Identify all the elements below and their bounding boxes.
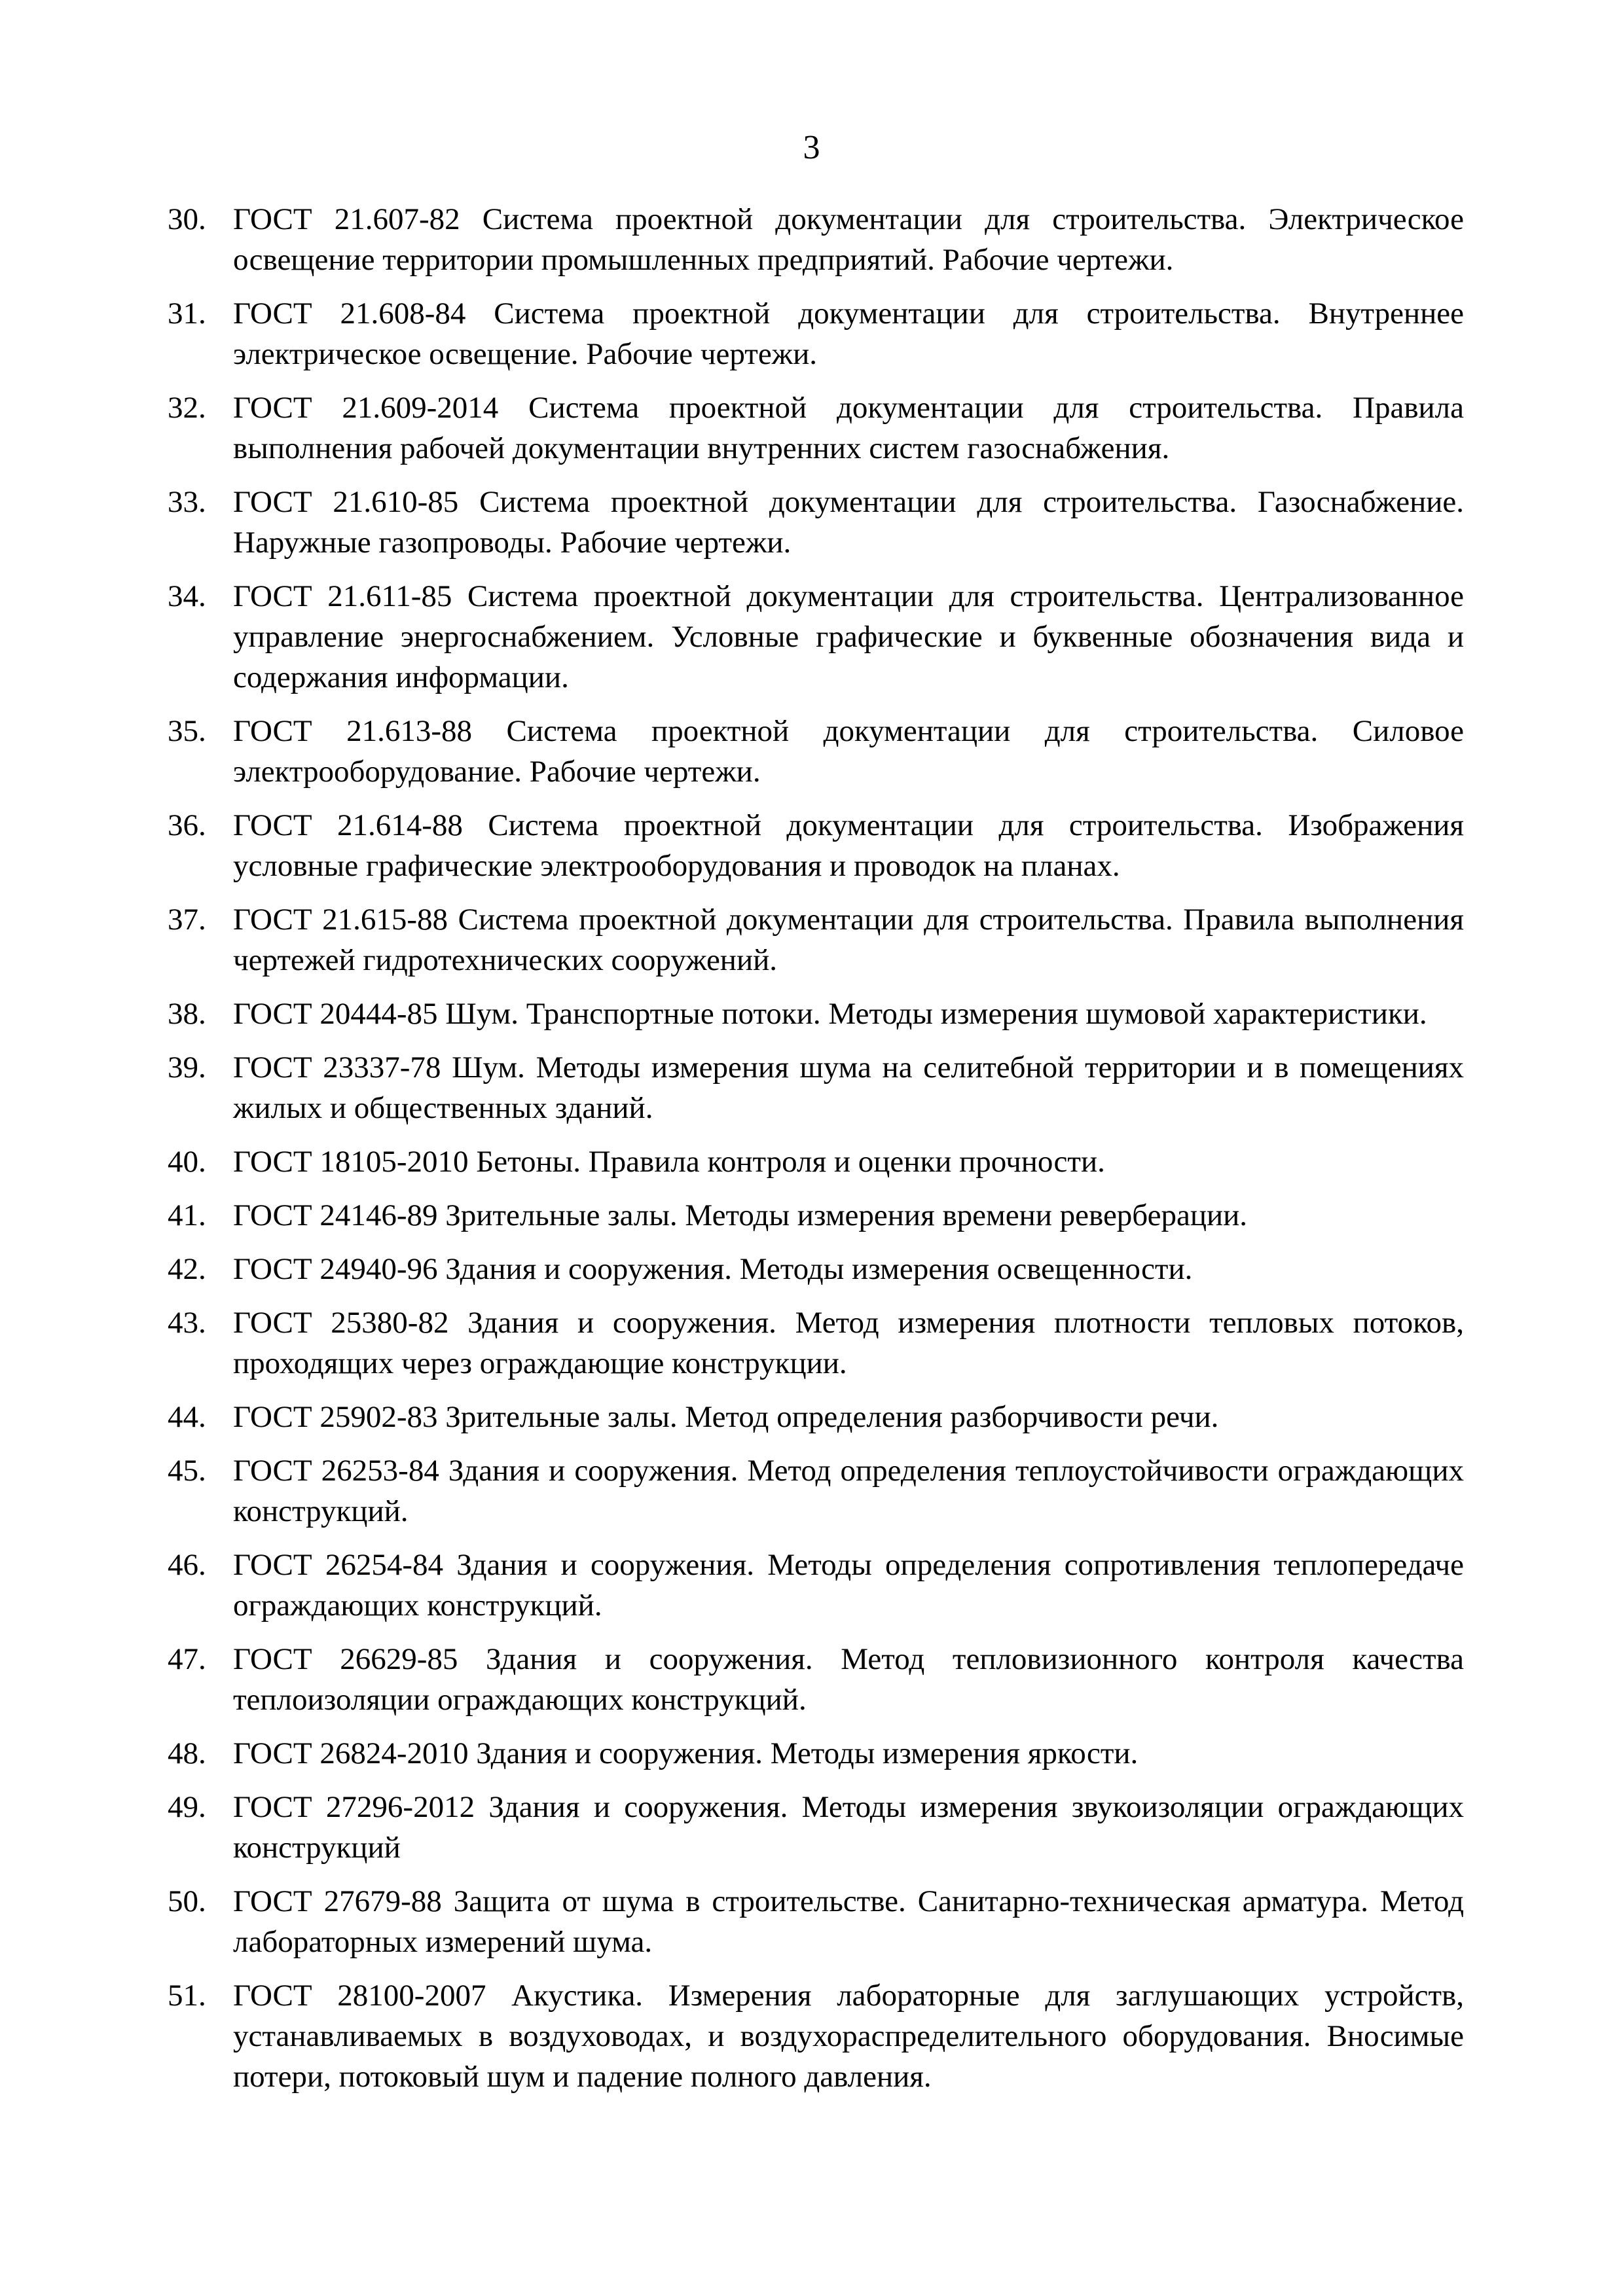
reference-number: 36. xyxy=(168,808,206,842)
reference-number: 44. xyxy=(168,1400,206,1434)
reference-number: 31. xyxy=(168,296,206,331)
reference-list xyxy=(168,199,1464,2110)
reference-item xyxy=(168,1975,1464,2097)
reference-item xyxy=(168,1141,1464,1182)
reference-item xyxy=(168,1397,1464,1437)
page-number: 3 xyxy=(803,129,820,166)
reference-item xyxy=(168,994,1464,1034)
reference-item xyxy=(168,1881,1464,1962)
reference-text: ГОСТ 21.607-82 Система проектной документации для строительства. Электрическое освещение территории промышленных предприятий. Рабочие чертежи. xyxy=(233,202,1464,277)
reference-item xyxy=(168,1450,1464,1532)
reference-number: 48. xyxy=(168,1736,206,1770)
reference-text: ГОСТ 26824-2010 Здания и сооружения. Методы измерения яркости. xyxy=(233,1736,1139,1770)
reference-text: ГОСТ 26253-84 Здания и сооружения. Метод определения теплоустойчивости ограждающих конструкций. xyxy=(233,1454,1464,1528)
reference-number: 34. xyxy=(168,579,206,613)
reference-item xyxy=(168,576,1464,698)
reference-item xyxy=(168,1047,1464,1128)
reference-item xyxy=(168,387,1464,469)
reference-text: ГОСТ 24146-89 Зрительные залы. Методы измерения времени реверберации. xyxy=(233,1198,1248,1232)
reference-number: 45. xyxy=(168,1454,206,1488)
reference-item xyxy=(168,1787,1464,1868)
reference-text: ГОСТ 21.611-85 Система проектной документации для строительства. Централизованное управление энергоснабжением. Условные графические и буквенные обозначения вида и содержания информации. xyxy=(233,579,1464,694)
reference-item xyxy=(168,1545,1464,1626)
reference-item xyxy=(168,1302,1464,1384)
reference-number: 32. xyxy=(168,391,206,425)
reference-number: 51. xyxy=(168,1979,206,2013)
reference-number: 42. xyxy=(168,1252,206,1286)
reference-text: ГОСТ 21.608-84 Система проектной документации для строительства. Внутреннее электрическое освещение. Рабочие чертежи. xyxy=(233,296,1464,371)
reference-number: 38. xyxy=(168,997,206,1031)
reference-text: ГОСТ 20444-85 Шум. Транспортные потоки. Методы измерения шумовой характеристики. xyxy=(233,997,1427,1031)
reference-number: 41. xyxy=(168,1198,206,1232)
reference-text: ГОСТ 26254-84 Здания и сооружения. Методы определения сопротивления теплопередаче ограждающих конструкций. xyxy=(233,1548,1464,1623)
reference-text: ГОСТ 26629-85 Здания и сооружения. Метод тепловизионного контроля качества теплоизоляции ограждающих конструкций. xyxy=(233,1642,1464,1717)
reference-item xyxy=(168,482,1464,563)
reference-text: ГОСТ 21.614-88 Система проектной документации для строительства. Изображения условные графические электрооборудования и проводок на планах. xyxy=(233,808,1464,883)
reference-number: 35. xyxy=(168,714,206,748)
reference-text: ГОСТ 18105-2010 Бетоны. Правила контроля и оценки прочности. xyxy=(233,1145,1105,1179)
reference-text: ГОСТ 21.615-88 Система проектной документации для строительства. Правила выполнения чертежей гидротехнических сооружений. xyxy=(233,903,1464,977)
reference-text: ГОСТ 21.613-88 Система проектной документации для строительства. Силовое электрооборудование. Рабочие чертежи. xyxy=(233,714,1464,789)
reference-number: 37. xyxy=(168,903,206,937)
reference-text: ГОСТ 27679-88 Защита от шума в строительстве. Санитарно-техническая арматура. Метод лабораторных измерений шума. xyxy=(233,1884,1464,1959)
reference-number: 47. xyxy=(168,1642,206,1676)
reference-item xyxy=(168,1733,1464,1774)
reference-item xyxy=(168,293,1464,374)
reference-number: 46. xyxy=(168,1548,206,1582)
reference-item xyxy=(168,199,1464,280)
reference-item xyxy=(168,899,1464,980)
reference-text: ГОСТ 25380-82 Здания и сооружения. Метод измерения плотности тепловых потоков, проходящих через ограждающие конструкции. xyxy=(233,1306,1464,1380)
reference-item xyxy=(168,805,1464,886)
reference-number: 40. xyxy=(168,1145,206,1179)
reference-number: 43. xyxy=(168,1306,206,1340)
reference-item xyxy=(168,1249,1464,1289)
reference-text: ГОСТ 21.610-85 Система проектной документации для строительства. Газоснабжение. Наружные газопроводы. Рабочие чертежи. xyxy=(233,485,1464,560)
reference-text: ГОСТ 27296-2012 Здания и сооружения. Методы измерения звукоизоляции ограждающих конструкций xyxy=(233,1790,1464,1865)
reference-item xyxy=(168,711,1464,792)
reference-number: 49. xyxy=(168,1790,206,1824)
reference-text: ГОСТ 25902-83 Зрительные залы. Метод определения разборчивости речи. xyxy=(233,1400,1219,1434)
reference-number: 39. xyxy=(168,1050,206,1085)
reference-item xyxy=(168,1639,1464,1720)
reference-number: 30. xyxy=(168,202,206,236)
reference-text: ГОСТ 28100-2007 Акустика. Измерения лабораторные для заглушающих устройств, устанавливаемых в воздуховодах, и воздухораспределительного оборудования. Вносимые потери, потоковый шум и падение полного давления. xyxy=(233,1979,1464,2094)
reference-number: 50. xyxy=(168,1884,206,1918)
reference-number: 33. xyxy=(168,485,206,519)
reference-text: ГОСТ 21.609-2014 Система проектной документации для строительства. Правила выполнения рабочей документации внутренних систем газоснабжения. xyxy=(233,391,1464,465)
reference-item xyxy=(168,1195,1464,1236)
reference-text: ГОСТ 24940-96 Здания и сооружения. Методы измерения освещенности. xyxy=(233,1252,1193,1286)
reference-text: ГОСТ 23337-78 Шум. Методы измерения шума на селитебной территории и в помещениях жилых и общественных зданий. xyxy=(233,1050,1464,1125)
